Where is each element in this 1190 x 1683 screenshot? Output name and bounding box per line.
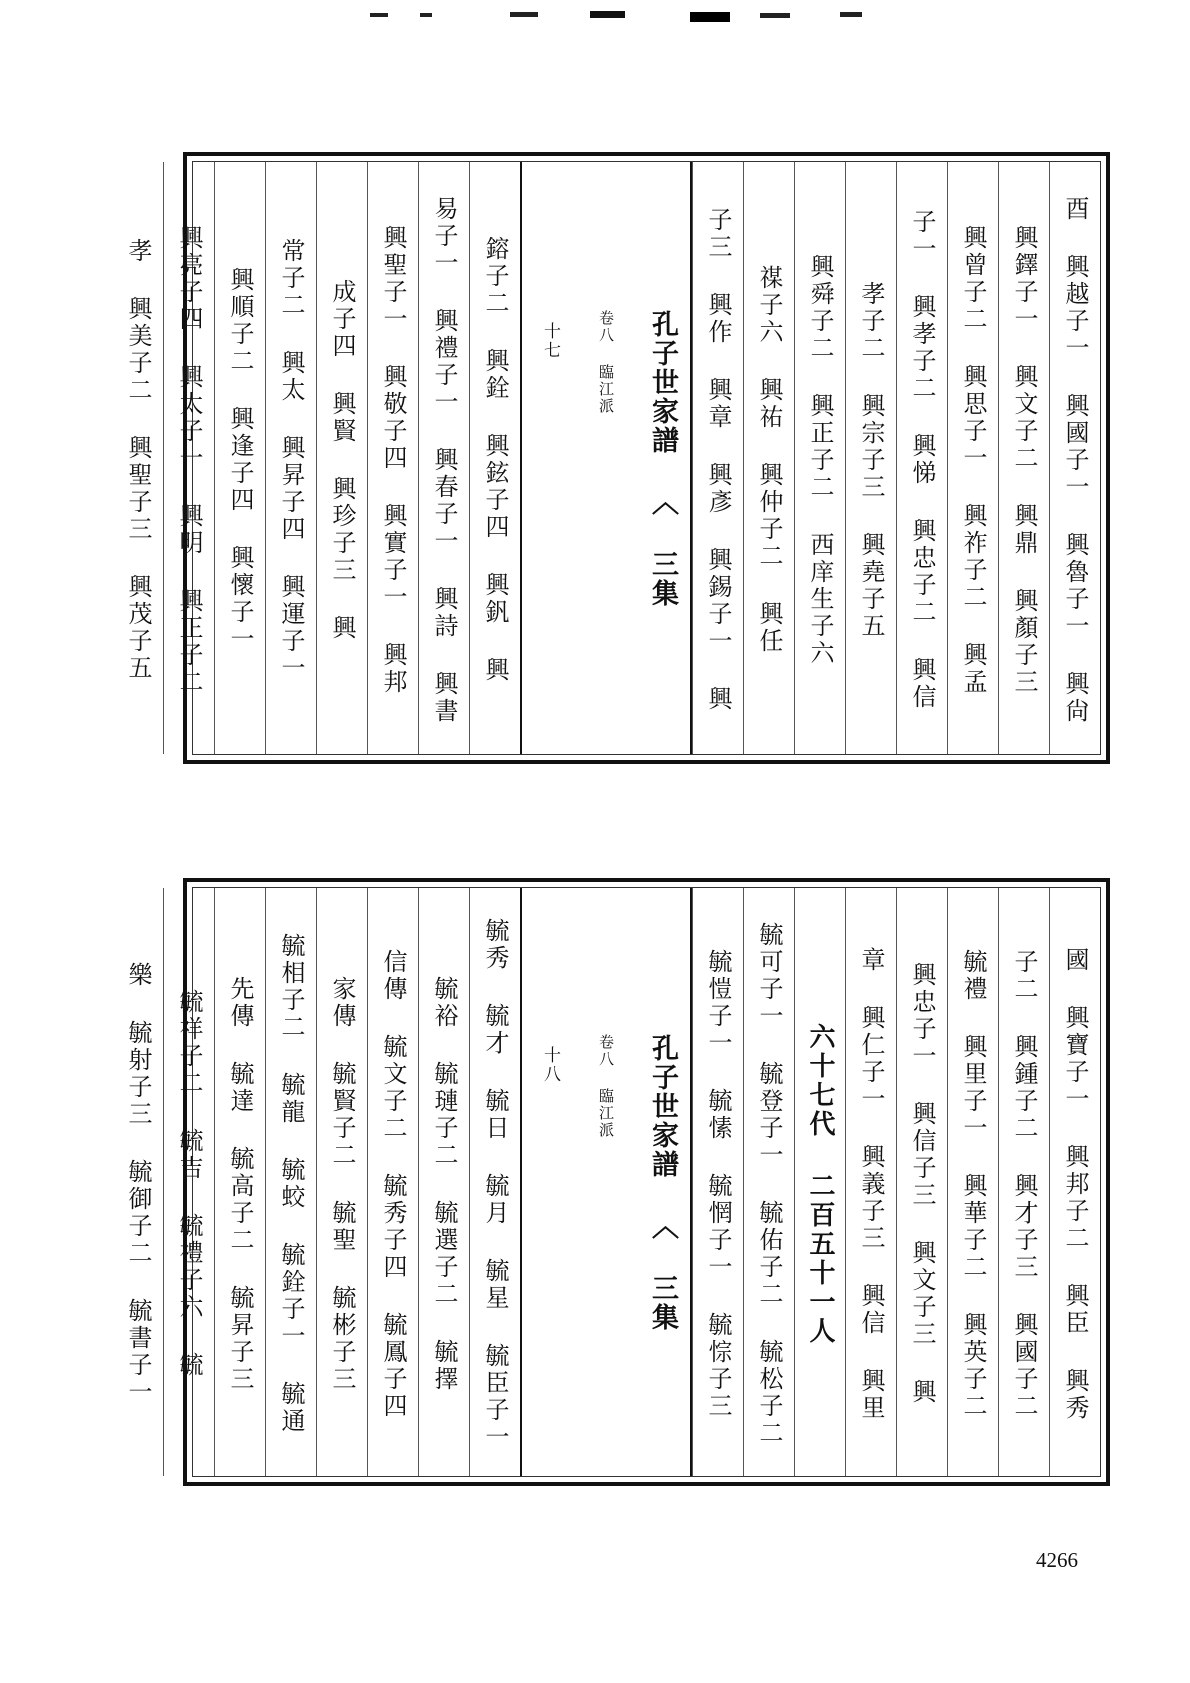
genealogy-panel-2: [124, 878, 1110, 1486]
fishtail-mark: ︿: [647, 488, 678, 517]
entry-column: 孝子二 興宗子三 興堯子五: [845, 162, 896, 754]
entry-column: 毓裕 毓璉子二 毓選子二 毓擇: [418, 888, 469, 1476]
entry-column: 常子二 興太 興昇子四 興運子一: [265, 162, 316, 754]
generation-heading: 六十七代 二百五十一人: [794, 888, 845, 1476]
entry-column: 禖子六 興祐 興仲子二 興任: [743, 162, 794, 754]
book-title: 孔子世家譜: [647, 1034, 678, 1179]
entry-column: 國 興寶子一 興邦子二 興臣 興秀: [1049, 888, 1100, 1476]
entry-column: 毓愷子一 毓愫 毓惘子一 毓悰子三: [692, 888, 743, 1476]
entry-column: 毓秀 毓才 毓日 毓月 毓星 毓臣子一: [469, 888, 520, 1476]
entry-column: 樂 毓射子三 毓御子二 毓書子一: [124, 962, 152, 1406]
entry-column: 信傳 毓文子二 毓秀子四 毓鳳子四: [367, 888, 418, 1476]
entry-column: 子三 興作 興章 興彥 興錫子一 興: [692, 162, 743, 754]
volume-label: 卷八 臨江派: [597, 310, 615, 415]
center-title-column: [520, 888, 692, 1476]
series-label: 三集: [647, 1274, 678, 1332]
entry-column: 章 興仁子一 興義子三 興信 興里: [845, 888, 896, 1476]
leaf-number: 十七: [540, 322, 560, 360]
entry-column: 孝 興美子二 興聖子三 興茂子五: [124, 238, 152, 682]
series-label: 三集: [647, 550, 678, 608]
entry-column: 興亮子四 興太子一 興明 興正子二: [163, 162, 214, 754]
entry-column: 興曾子二 興思子一 興祚子二 興孟: [947, 162, 998, 754]
entry-column: 子一 興孝子二 興悌 興忠子二 興信: [896, 162, 947, 754]
entry-column: 易子一 興禮子一 興春子一 興詩 興書: [418, 162, 469, 754]
entry-column: 毓可子一 毓登子一 毓佑子二 毓松子二: [743, 888, 794, 1476]
entry-column: 毓相子二 毓龍 毓蛟 毓銓子一 毓通: [265, 888, 316, 1476]
entry-column: 先傳 毓達 毓高子二 毓昇子三: [214, 888, 265, 1476]
entry-column: 興忠子一 興信子三 興文子三 興: [896, 888, 947, 1476]
top-edge-specks: [360, 8, 960, 22]
page-number: 4266: [1036, 1548, 1078, 1572]
fishtail-mark: ︿: [647, 1212, 678, 1241]
entry-column: 鎔子二 興銓 興鉉子四 興釩 興: [469, 162, 520, 754]
entry-column: 子二 興鍾子二 興才子三 興國子二: [998, 888, 1049, 1476]
entry-column: 家傳 毓賢子二 毓聖 毓彬子三: [316, 888, 367, 1476]
entry-column: 酉 興越子一 興國子一 興魯子一 興尙: [1049, 162, 1100, 754]
book-title: 孔子世家譜: [647, 310, 678, 455]
entry-column: 毓禮 興里子一 興華子二 興英子二: [947, 888, 998, 1476]
entry-column: 興舜子二 興正子二 西庠生子六: [794, 162, 845, 754]
genealogy-panel-1: [124, 152, 1110, 764]
entry-column: 興順子二 興逢子四 興懷子一: [214, 162, 265, 754]
volume-label: 卷八 臨江派: [597, 1034, 615, 1139]
leaf-number: 十八: [540, 1046, 560, 1084]
entry-column: 毓祥子二 毓吉 毓禮子六 毓: [163, 888, 214, 1476]
entry-column: 成子四 興賢 興珍子三 興: [316, 162, 367, 754]
entry-column: 興聖子一 興敬子四 興實子一 興邦: [367, 162, 418, 754]
center-title-column: [520, 162, 692, 754]
entry-column: 興鐸子一 興文子二 興鼎 興顏子三: [998, 162, 1049, 754]
